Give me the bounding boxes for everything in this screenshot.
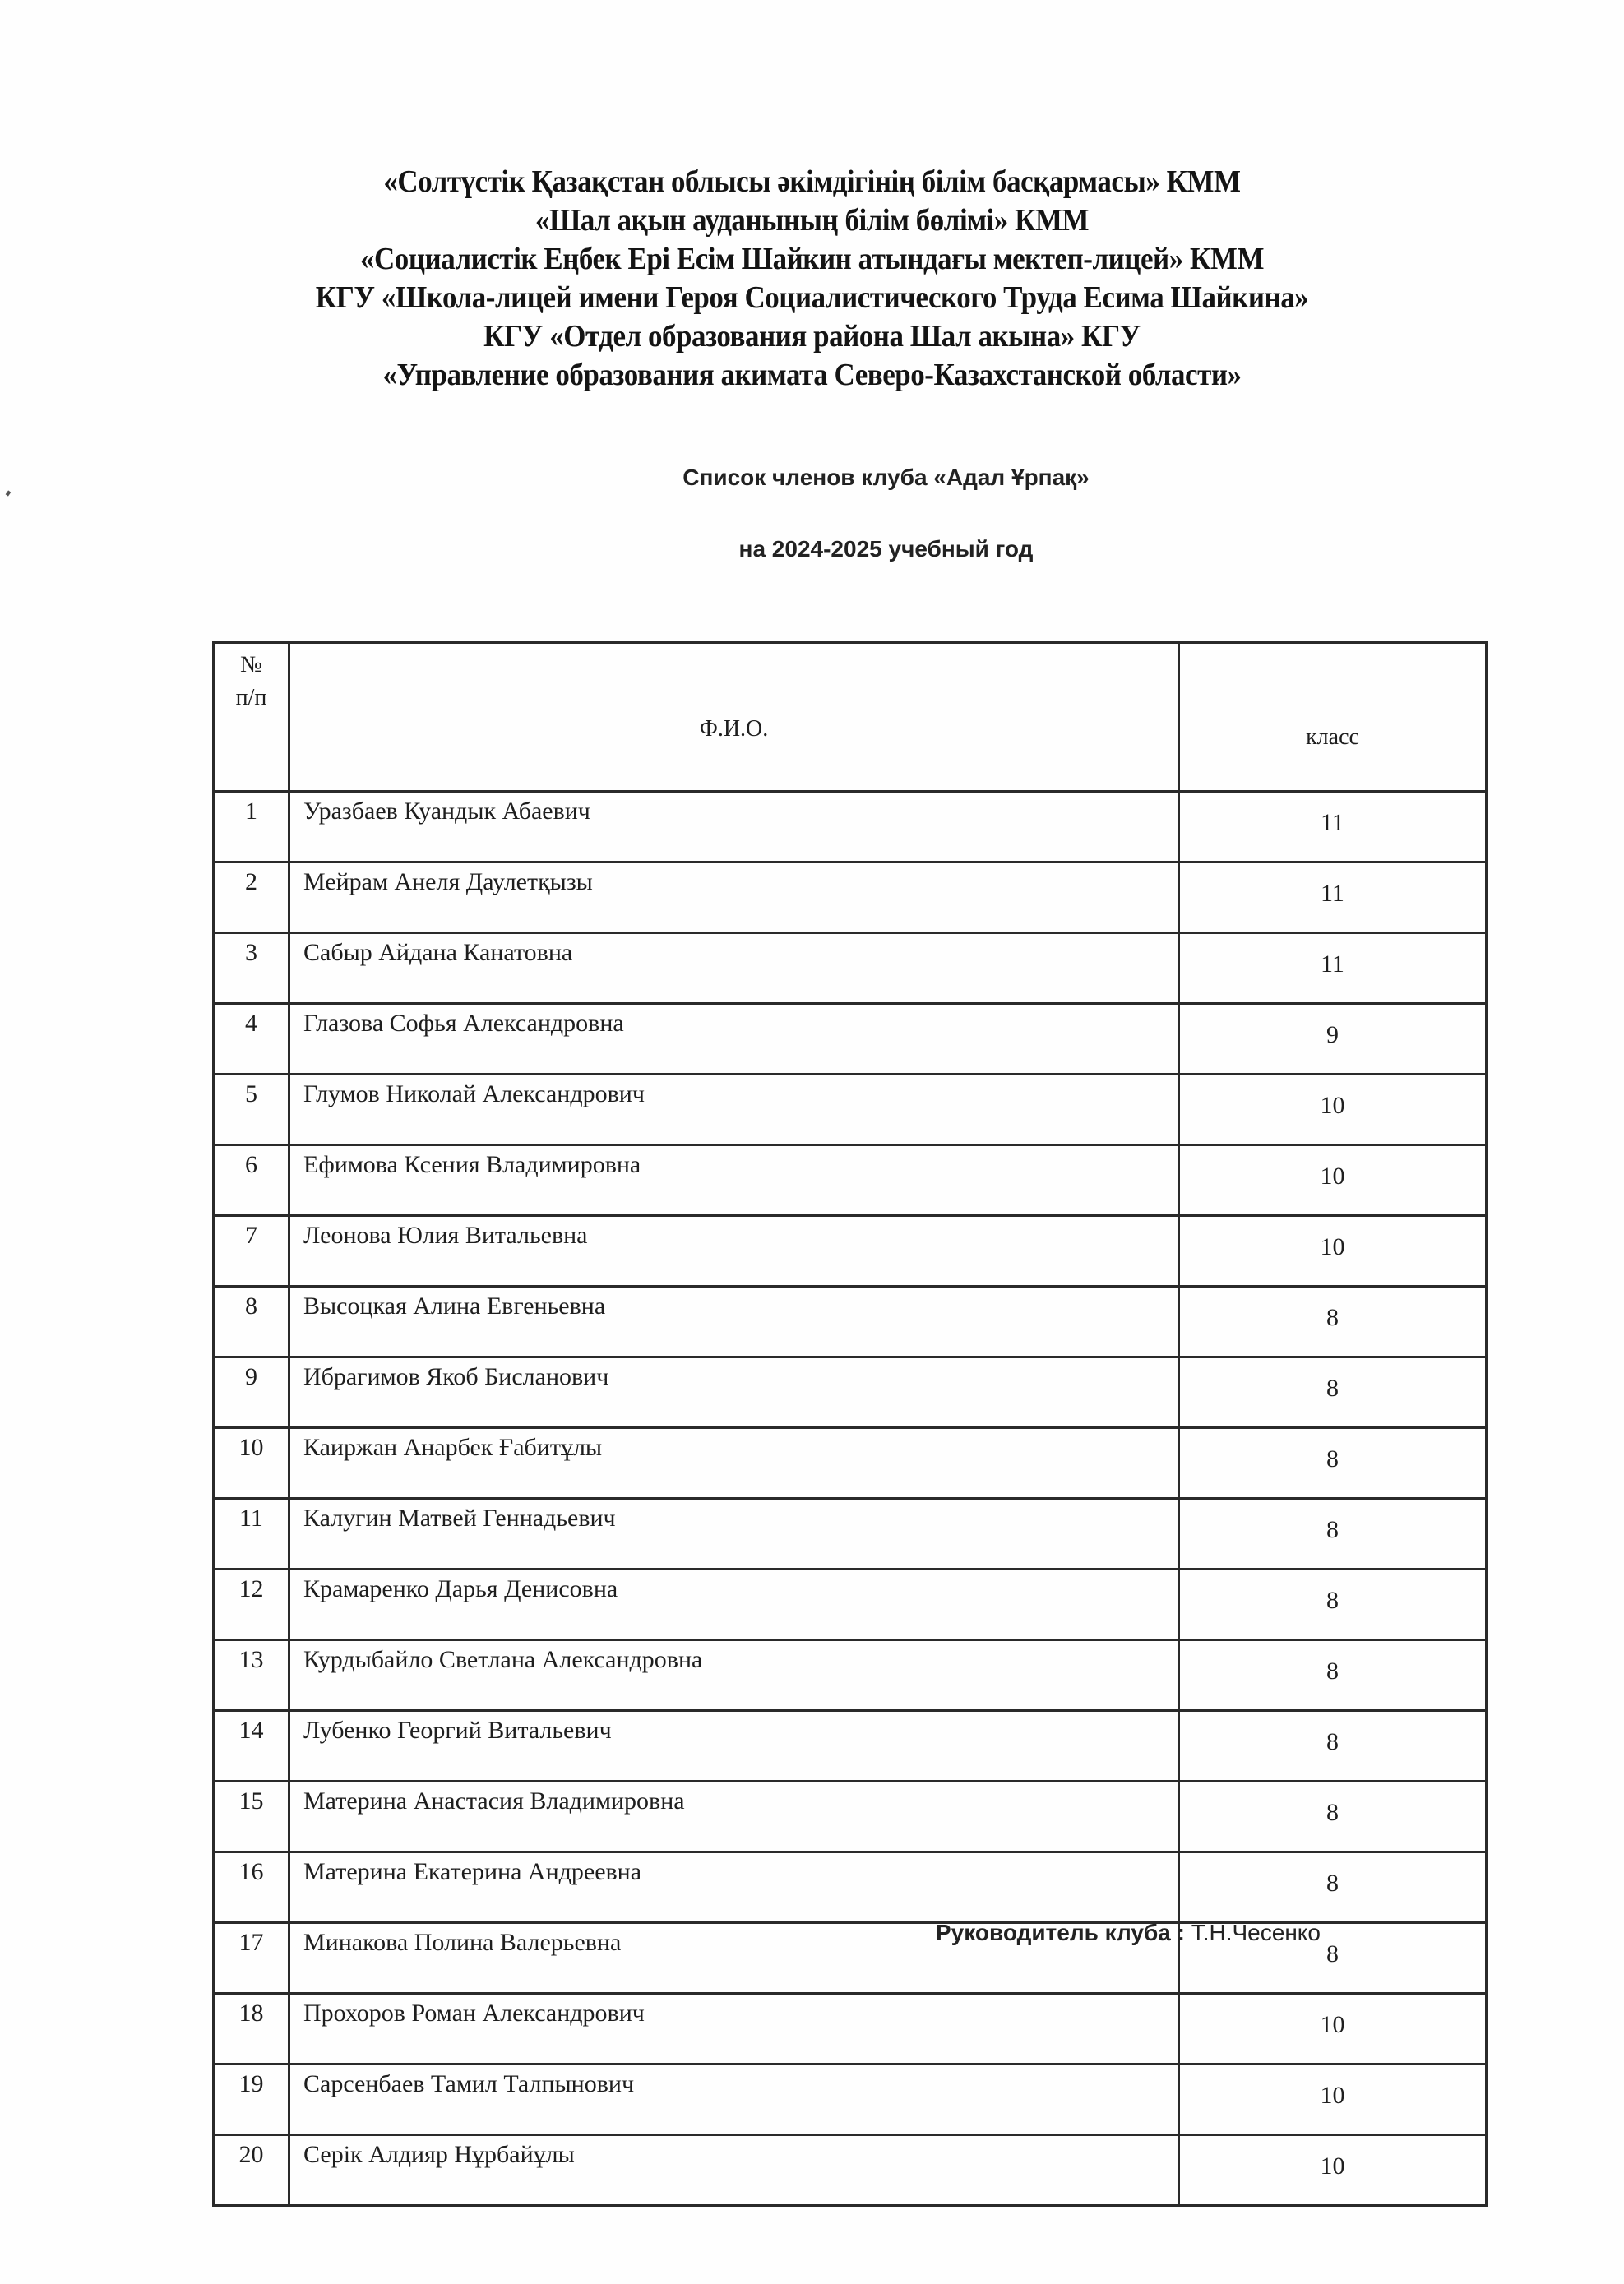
header-line-5: КГУ «Отдел образования района Шал акына» КГУ — [483, 319, 1141, 354]
table-row — [214, 1145, 1487, 1216]
header-line-6: «Управление образования акимата Северо-Казахстанской области» — [382, 358, 1242, 392]
member-name: Мейрам Анеля Даулетқызы — [289, 862, 1179, 933]
member-class: 8 — [1179, 1428, 1487, 1499]
column-header-name: Ф.И.О. — [289, 643, 1179, 792]
leader-name: Т.Н.Чесенко — [1191, 1920, 1321, 1945]
member-name: Леонова Юлия Витальевна — [289, 1216, 1179, 1287]
header-line-4: КГУ «Школа-лицей имени Героя Социалистического Труда Есима Шайкина» — [315, 280, 1309, 315]
member-name: Уразбаев Куандык Абаевич — [289, 792, 1179, 862]
column-header-number — [214, 643, 289, 792]
leader-separator: : — [1170, 1920, 1191, 1945]
member-name: Материна Анастасия Владимировна — [289, 1782, 1179, 1852]
column-header-class: класс — [1179, 643, 1487, 792]
member-name: Крамаренко Дарья Денисовна — [289, 1570, 1179, 1640]
table-row — [214, 933, 1487, 1004]
row-number: 18 — [214, 1994, 289, 2064]
member-name: Ибрагимов Якоб Бисланович — [289, 1357, 1179, 1428]
table-row — [214, 2135, 1487, 2206]
member-class: 11 — [1179, 862, 1487, 933]
row-number: 2 — [214, 862, 289, 933]
row-number: 14 — [214, 1711, 289, 1782]
table-row — [214, 1075, 1487, 1145]
member-name: Материна Екатерина Андреевна — [289, 1852, 1179, 1923]
member-class: 11 — [1179, 792, 1487, 862]
member-class: 11 — [1179, 933, 1487, 1004]
row-number: 13 — [214, 1640, 289, 1711]
row-number: 8 — [214, 1287, 289, 1357]
table-row — [214, 1287, 1487, 1357]
row-number: 1 — [214, 792, 289, 862]
member-name: Калугин Матвей Геннадьевич — [289, 1499, 1179, 1570]
table-row — [214, 1357, 1487, 1428]
column-header-number-line1: № — [240, 652, 262, 677]
table-row — [214, 1216, 1487, 1287]
table-header-row — [214, 643, 1487, 792]
row-number: 9 — [214, 1357, 289, 1428]
member-class: 8 — [1179, 1640, 1487, 1711]
table-row — [214, 1428, 1487, 1499]
table-row — [214, 1004, 1487, 1075]
member-class: 8 — [1179, 1570, 1487, 1640]
row-number: 3 — [214, 933, 289, 1004]
row-number: 7 — [214, 1216, 289, 1287]
header-line-1: «Солтүстік Қазақстан облысы әкімдігінің білім басқармасы» КММ — [383, 164, 1241, 199]
table-row — [214, 1711, 1487, 1782]
member-name: Курдыбайло Светлана Александровна — [289, 1640, 1179, 1711]
table-row — [214, 1994, 1487, 2064]
member-name: Минакова Полина Валерьевна — [289, 1923, 1179, 1994]
member-class: 8 — [1179, 1923, 1487, 1994]
row-number: 16 — [214, 1852, 289, 1923]
row-number: 10 — [214, 1428, 289, 1499]
table-row — [214, 1499, 1487, 1570]
member-name: Глумов Николай Александрович — [289, 1075, 1179, 1145]
scan-artifact — [6, 490, 12, 496]
column-header-number-line2: п/п — [235, 685, 267, 710]
member-name: Высоцкая Алина Евгеньевна — [289, 1287, 1179, 1357]
member-class: 8 — [1179, 1782, 1487, 1852]
member-class: 8 — [1179, 1287, 1487, 1357]
row-number: 4 — [214, 1004, 289, 1075]
table-row — [214, 1640, 1487, 1711]
member-class: 8 — [1179, 1357, 1487, 1428]
row-number: 17 — [214, 1923, 289, 1994]
row-number: 15 — [214, 1782, 289, 1852]
member-class: 10 — [1179, 1145, 1487, 1216]
academic-year: на 2024-2025 учебный год — [738, 536, 1034, 562]
members-table — [212, 641, 1488, 2207]
member-name: Лубенко Георгий Витальевич — [289, 1711, 1179, 1782]
table-row — [214, 2064, 1487, 2135]
header-line-2: «Шал ақын ауданының білім бөлімі» КММ — [534, 203, 1090, 238]
member-name: Глазова Софья Александровна — [289, 1004, 1179, 1075]
row-number: 5 — [214, 1075, 289, 1145]
member-name: Сарсенбаев Тамил Талпынович — [289, 2064, 1179, 2135]
row-number: 6 — [214, 1145, 289, 1216]
header-line-3: «Социалистік Еңбек Ері Есім Шайкин атындағы мектеп-лицей» КММ — [360, 242, 1264, 276]
table-row — [214, 1782, 1487, 1852]
member-class: 10 — [1179, 1216, 1487, 1287]
member-name: Каиржан Анарбек Ғабитұлы — [289, 1428, 1179, 1499]
member-name: Серік Алдияр Нұрбайұлы — [289, 2135, 1179, 2206]
table-row — [214, 1570, 1487, 1640]
member-class: 10 — [1179, 2064, 1487, 2135]
member-class: 8 — [1179, 1852, 1487, 1923]
row-number: 12 — [214, 1570, 289, 1640]
club-leader-signature — [936, 1920, 1321, 1946]
table-row — [214, 1852, 1487, 1923]
member-name: Сабыр Айдана Канатовна — [289, 933, 1179, 1004]
member-class: 8 — [1179, 1499, 1487, 1570]
member-class: 10 — [1179, 1075, 1487, 1145]
leader-role: Руководитель клуба — [936, 1920, 1171, 1945]
member-class: 8 — [1179, 1711, 1487, 1782]
table-row — [214, 862, 1487, 933]
table-row — [214, 792, 1487, 862]
row-number: 20 — [214, 2135, 289, 2206]
list-title: Список членов клуба «Адал Ұрпақ» — [682, 465, 1090, 490]
member-class: 10 — [1179, 1994, 1487, 2064]
member-name: Ефимова Ксения Владимировна — [289, 1145, 1179, 1216]
member-class: 10 — [1179, 2135, 1487, 2206]
row-number: 19 — [214, 2064, 289, 2135]
organization-header — [0, 163, 1624, 395]
member-class: 9 — [1179, 1004, 1487, 1075]
row-number: 11 — [214, 1499, 289, 1570]
member-name: Прохоров Роман Александрович — [289, 1994, 1179, 2064]
